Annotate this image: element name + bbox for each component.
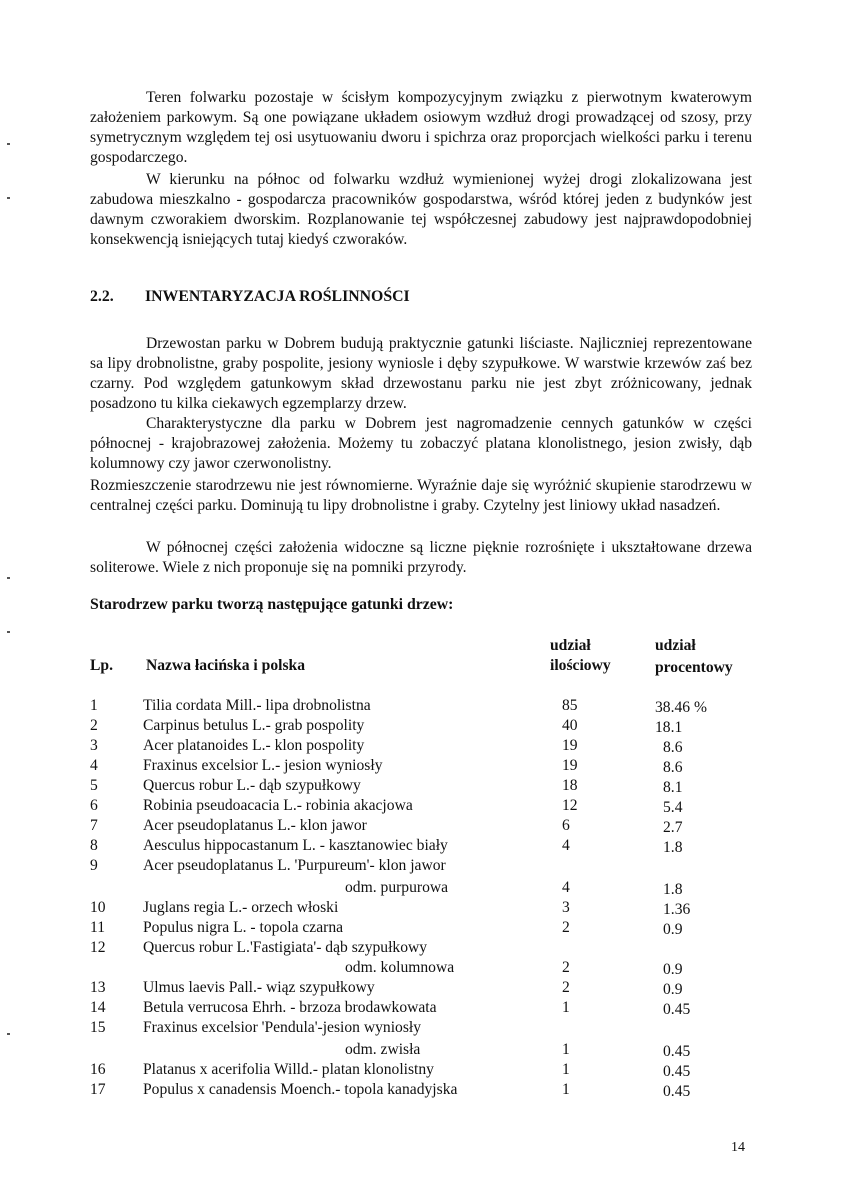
- table-row: 15 Fraxinus excelsior 'Pendula'-jesion wyniosły: [90, 1019, 422, 1036]
- scan-mark: [7, 577, 10, 579]
- paragraph-tree-stand: Drzewostan parku w Dobrem budują praktycznie gatunki liściaste. Najliczniej reprezentowane sa lipy drobnolistne, graby pospolite, jesiony wyniosle i dęby szypułkowe. W warstwie krzewów zaś bez czarny. Pod względem gatunkowym skład drzewostanu parku nie jest zbyt zróżnicowany, jednak posadzono tu kilka ciekawych egzemplarzy drzew.: [90, 335, 752, 412]
- section-heading: [90, 288, 410, 306]
- scan-mark: [7, 1033, 10, 1035]
- table-row-continuation: odm. kolumnowa 2 0.9: [345, 959, 683, 978]
- paragraph-characteristic-species: Charakterystyczne dla parku w Dobrem jest nagromadzenie cennych gatunków w części północnej - krajobrazowej założenia. Możemy tu zobaczyć platana klonolistnego, jesion zwisły, dąb kolumnowy czy jawor czerwonolistny.: [90, 415, 752, 472]
- table-row-continuation: odm. purpurowa 4 1.8: [345, 879, 683, 898]
- header-lp: Lp.: [90, 657, 113, 674]
- table-row: 2 Carpinus betulus L.- grab pospolity 40 18.1: [90, 717, 683, 736]
- scan-mark: [7, 197, 10, 199]
- paragraph-residential-buildings: W kierunku na północ od folwarku wzdłuż wymienionej wyżej drogi zlokalizowana jest zabudowa mieszkalno - gospodarcza pracowników gospodarstwa, wśród której jeden z budynków jest dawnym czworakiem dworskim. Rozplanowanie tej współczesnej zabudowy jest najprawdopodobniej konsekwencją isniejących tutaj kiedyś czworaków.: [90, 171, 752, 248]
- table-row: 13 Ulmus laevis Pall.- wiąz szypułkowy 2 0.9: [90, 979, 683, 998]
- table-row: 12 Quercus robur L.'Fastigiata'- dąb szypułkowy: [90, 939, 428, 956]
- paragraph-solitary-trees: W północnej części założenia widoczne są liczne pięknie rozrośnięte i ukształtowane drzewa soliterowe. Wiele z nich proponuje się na pomniki przyrody.: [90, 539, 752, 576]
- scan-mark: [7, 631, 10, 633]
- table-row: 1 Tilia cordata Mill.- lipa drobnolistna 85 38.46 %: [90, 697, 707, 716]
- section-title: INWENTARYZACJA ROŚLINNOŚCI: [145, 288, 410, 305]
- paragraph-folwark-composition: Teren folwarku pozostaje w ścisłym kompozycyjnym związku z pierwotnym kwaterowym założeniem parkowym. Są one powiązane układem osiowym wzdłuż drogi prowadzącej od szosy, przy symetrycznym względem tej osi usytuowaniu dworu i spichrza oraz proporcjach wielkości parku i terenu gospodarczego.: [90, 89, 752, 166]
- header-name: Nazwa łacińska i polska: [146, 657, 305, 674]
- scan-mark: [7, 143, 10, 145]
- header-pct-line2: procentowy: [655, 659, 733, 676]
- table-row: 5 Quercus robur L.- dąb szypułkowy 18 8.1: [90, 777, 683, 796]
- table-row: 16 Platanus x acerifolia Willd.- platan klonolistny 1 0.45: [90, 1061, 691, 1080]
- table-row: 14 Betula verrucosa Ehrh. - brzoza brodawkowata 1 0.45: [90, 999, 691, 1018]
- header-qty-line2: ilościowy: [550, 657, 611, 674]
- page-number: 14: [731, 1140, 745, 1155]
- table-row: 10 Juglans regia L.- orzech włoski 3 1.36: [90, 899, 691, 918]
- table-row: 7 Acer pseudoplatanus L.- klon jawor 6 2.7: [90, 817, 683, 836]
- table-row: 6 Robinia pseudoacacia L.- robinia akacjowa 12 5.4: [90, 797, 683, 816]
- section-number: 2.2.: [90, 288, 114, 305]
- table-row: 8 Aesculus hippocastanum L. - kasztanowiec biały 4 1.8: [90, 837, 683, 856]
- table-row: 11 Populus nigra L. - topola czarna 2 0.9: [90, 919, 683, 938]
- table-title: Starodrzew parku tworzą następujące gatunki drzew:: [90, 596, 454, 613]
- table-row-continuation: odm. zwisła 1 0.45: [345, 1041, 691, 1060]
- table-row: 4 Fraxinus excelsior L.- jesion wyniosły 19 8.6: [90, 757, 683, 776]
- header-qty-line1: udział: [550, 637, 591, 654]
- table-row: 9 Acer pseudoplatanus L. 'Purpureum'- klon jawor: [90, 857, 446, 874]
- table-row: 17 Populus x canadensis Moench.- topola kanadyjska 1 0.45: [90, 1081, 691, 1100]
- header-pct-line1: udział: [655, 637, 696, 654]
- table-row: 3 Acer platanoides L.- klon pospolity 19 8.6: [90, 737, 683, 756]
- paragraph-distribution: Rozmieszczenie starodrzewu nie jest równomierne. Wyraźnie daje się wyróżnić skupienie starodrzewu w centralnej części parku. Dominują tu lipy drobnolistne i graby. Czytelny jest liniowy układ nasadzeń.: [90, 477, 752, 514]
